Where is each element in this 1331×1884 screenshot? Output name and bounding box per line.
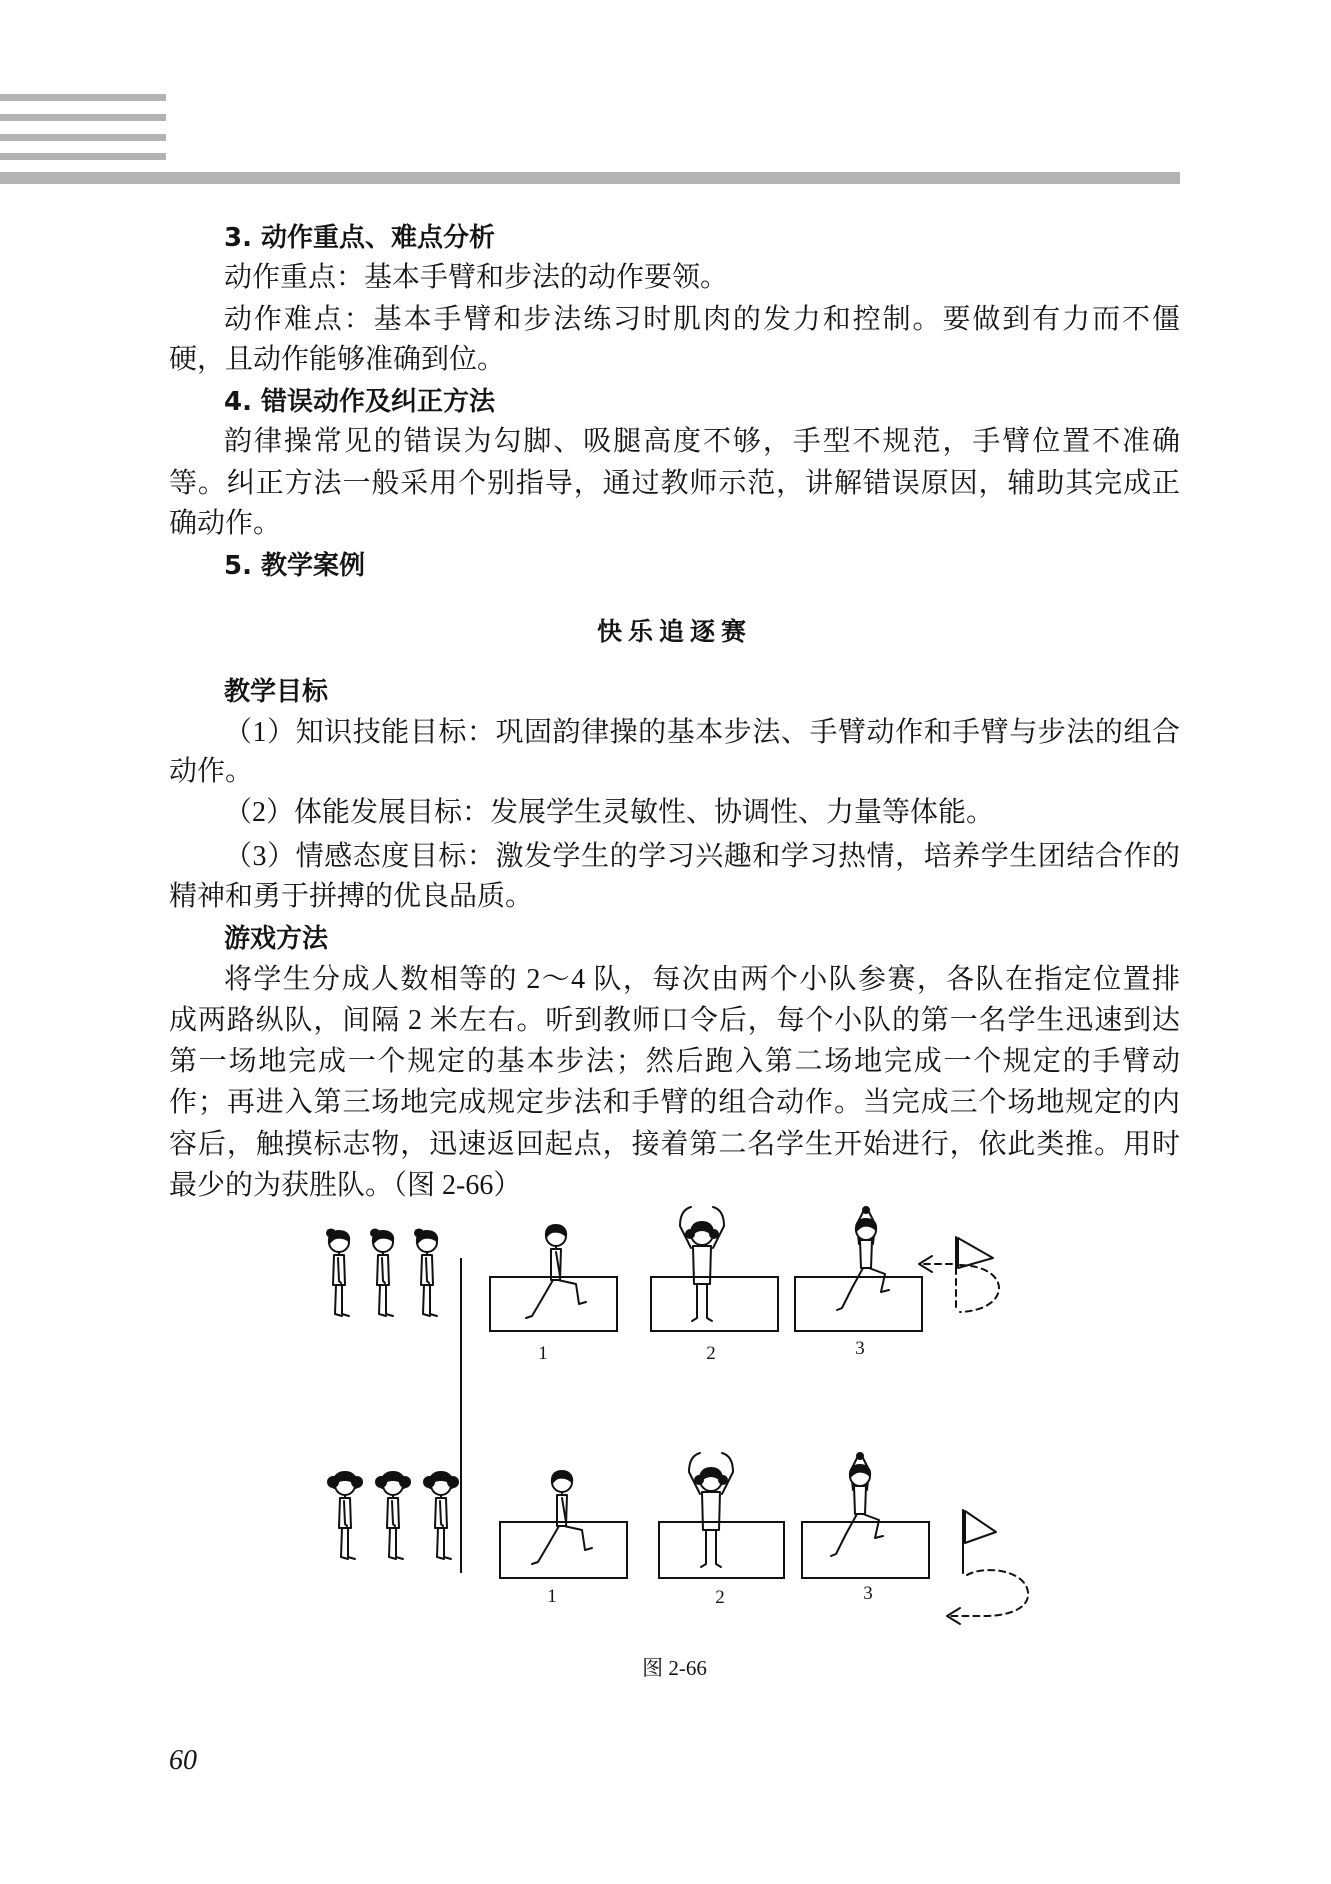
objectives-heading: 教学目标 — [224, 677, 329, 707]
student-step-demo — [532, 1471, 592, 1564]
method-text-line: 最少的为获胜队。（图 2-66） — [169, 1170, 522, 1201]
station-label: 1 — [547, 1586, 557, 1607]
station-box-1 — [500, 1522, 627, 1578]
station-box-1 — [490, 1277, 617, 1331]
figure-caption: 图 2-66 — [642, 1656, 707, 1680]
station-box-3 — [802, 1522, 929, 1578]
correction-text-line: 确动作。 — [169, 508, 282, 539]
objective-text-line: 动作。 — [169, 756, 254, 787]
station-label: 2 — [706, 1343, 716, 1364]
figure-2-66 — [300, 1195, 1060, 1640]
section-4-heading: 4. 错误动作及纠正方法 — [224, 387, 496, 417]
method-text-line: 将学生分成人数相等的 2～4 队，每次由两个小队参赛，各队在指定位置排 — [224, 964, 1180, 995]
objective-text-line: （2）体能发展目标：发展学生灵敏性、协调性、力量等体能。 — [224, 797, 995, 828]
objective-text-line: （1）知识技能目标：巩固韵律操的基本步法、手臂动作和手臂与步法的组合 — [224, 717, 1180, 748]
difficulty-text-line: 硬，且动作能够准确到位。 — [169, 344, 506, 375]
page-number: 60 — [169, 1745, 197, 1776]
section-3-heading: 3. 动作重点、难点分析 — [224, 223, 496, 253]
correction-text-line: 韵律操常见的错误为勾脚、吸腿高度不够，手型不规范，手臂位置不准确 — [224, 426, 1180, 457]
correction-text-line: 等。纠正方法一般采用个别指导，通过教师示范，讲解错误原因，辅助其完成正 — [169, 468, 1180, 499]
flag-cloth — [958, 1238, 993, 1268]
objective-text-line: （3）情感态度目标：激发学生的学习兴趣和学习热情，培养学生团结合作的 — [224, 841, 1180, 872]
station-label: 3 — [863, 1583, 873, 1604]
header-rule — [0, 172, 1180, 184]
header-stripe — [0, 114, 166, 121]
standing-student — [415, 1230, 437, 1317]
station-label: 2 — [715, 1587, 725, 1608]
station-box-2 — [659, 1522, 784, 1578]
student-arm-demo — [680, 1207, 724, 1321]
standing-student — [424, 1472, 458, 1559]
difficulty-text-line: 动作难点：基本手臂和步法练习时肌肉的发力和控制。要做到有力而不僵 — [224, 304, 1180, 335]
flag-marker-top — [919, 1237, 999, 1312]
key-point-text: 动作重点：基本手臂和步法的动作要领。 — [224, 262, 729, 293]
return-path — [950, 1570, 1028, 1616]
standing-student — [376, 1472, 410, 1559]
station-box-3 — [795, 1277, 922, 1331]
case-title: 快乐追逐赛 — [596, 617, 752, 646]
method-text-line: 第一场地完成一个规定的基本步法；然后跑入第二场地完成一个规定的手臂动 — [169, 1046, 1180, 1077]
header-stripe — [0, 134, 166, 141]
method-text-line: 容后，触摸标志物，迅速返回起点，接着第二名学生开始进行，依此类推。用时 — [169, 1129, 1180, 1160]
standing-student — [327, 1230, 349, 1317]
standing-student — [328, 1472, 362, 1559]
section-5-heading: 5. 教学案例 — [224, 551, 366, 581]
station-box-2 — [651, 1277, 778, 1331]
student-combo-demo — [837, 1207, 889, 1310]
objective-text-line: 精神和勇于拼搏的优良品质。 — [169, 881, 534, 912]
return-path — [960, 1265, 999, 1312]
student-step-demo — [526, 1225, 586, 1318]
standing-student — [371, 1230, 393, 1317]
method-text-line: 作；再进入第三场地完成规定步法和手臂的组合动作。当完成三个场地规定的内 — [169, 1087, 1180, 1118]
method-heading: 游戏方法 — [224, 924, 329, 954]
flag-marker-bottom — [947, 1510, 1028, 1624]
station-label: 3 — [855, 1338, 865, 1359]
student-combo-demo — [831, 1453, 883, 1556]
student-arm-demo — [689, 1453, 733, 1567]
header-stripe — [0, 153, 166, 160]
flag-cloth — [965, 1511, 996, 1543]
header-stripe — [0, 94, 166, 101]
station-label: 1 — [538, 1343, 548, 1364]
method-text-line: 成两路纵队，间隔 2 米左右。听到教师口令后，每个小队的第一名学生迅速到达 — [169, 1005, 1180, 1036]
